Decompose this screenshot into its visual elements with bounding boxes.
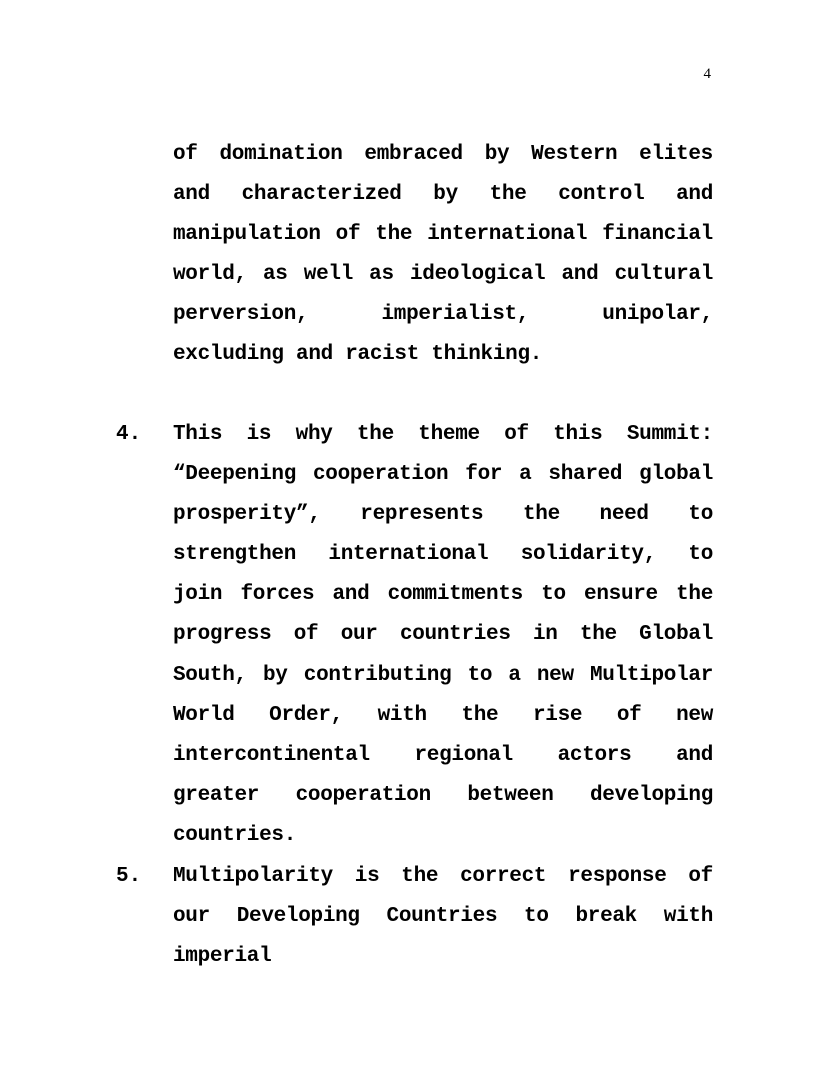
paragraph-number-5: 5. [116, 865, 142, 888]
paragraph-4: This is why the theme of this Summit: “Deepening cooperation for a shared global prosperity”, represents the need to strengthen international solidarity, to join forces and commitments to ensure the progress of our countries in the Global South, by contributing to a new Multipolar World Order, with the rise of new intercontinental regional actors and greater cooperation between developing countries. [173, 423, 713, 847]
page-number: 4 [703, 66, 711, 82]
paragraph-number-4: 4. [116, 423, 142, 446]
paragraph-continued: of domination embraced by Western elites and characterized by the control and manipulation of the international financial world, as well as ideological and cultural perversion, imperialist, unipolar, excluding and racist thinking. [173, 143, 713, 367]
paragraph-5: Multipolarity is the correct response of our Developing Countries to break with imperial [173, 865, 713, 969]
